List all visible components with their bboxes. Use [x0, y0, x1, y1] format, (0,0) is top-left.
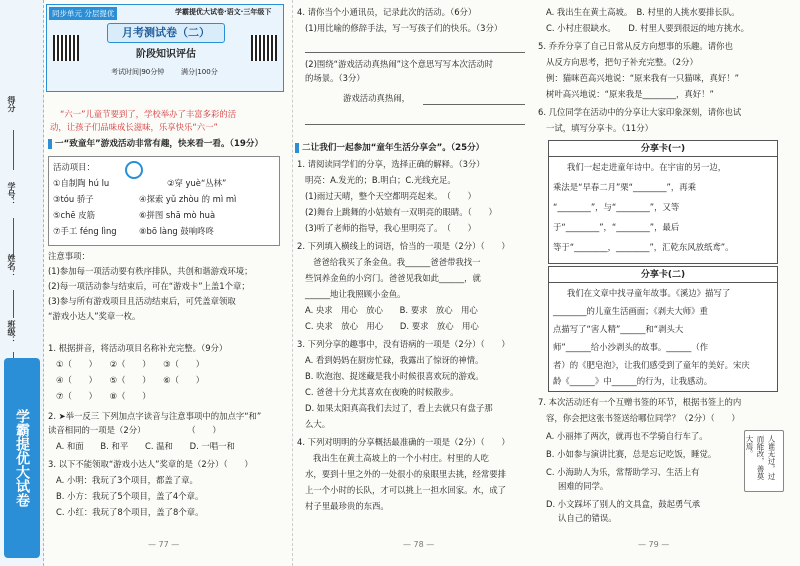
question-4: 4. 请你当个小通讯员，记录此次的活动。（6分）: [297, 7, 477, 17]
q21-item-1[interactable]: (1)雨过天晴，整个天空都明亮起来。 （ ）: [305, 191, 476, 201]
q4-answer-line-2[interactable]: [423, 104, 525, 105]
q23-option-b[interactable]: B. 吹泡泡、捉迷藏是我小时候很喜欢玩的游戏。: [305, 371, 484, 381]
question-2-1: 1. 请阅读同学们的分享，选择正确的解释。（3分）: [297, 159, 485, 169]
note-4: “游戏小达人”奖章一枚。: [48, 311, 141, 321]
question-1: 1. 根据拼音，将活动项目名称补充完整。（9分）: [48, 343, 228, 353]
section-marker: [295, 143, 299, 153]
full-score: 满分|100分: [181, 68, 218, 76]
note-3: (3)参与所有游戏项目且活动结束后，可凭盖章领取: [48, 296, 236, 306]
q22-options-cd[interactable]: C. 央求 放心 用心 D. 要求 放心 用心: [305, 321, 479, 331]
q4-answer-line-3[interactable]: [305, 124, 525, 125]
q4-part-2: (2)围绕“游戏活动真热闹”这个意思写写本次活动时: [305, 59, 494, 69]
q27-option-d-cont: 认自己的错误。: [558, 513, 617, 523]
intro-line-1: “六一”儿童节要到了，学校举办了丰富多彩的活: [60, 109, 237, 119]
question-2-7: 7. 本次活动还有一个互赠书签的环节，根据书签上的内: [538, 397, 742, 407]
q22-passage-1: 爸爸给我买了条金鱼。我______爸爸带我找一: [313, 257, 481, 267]
question-2-cont[interactable]: 读音相同的一项是（2分） （ ）: [48, 425, 221, 435]
question-2-6: 6. 几位同学在活动中的分享让大家印象深刻，请你也试: [538, 107, 742, 117]
book-title: 学霸提优大试卷·语文·三年级下: [175, 8, 272, 16]
activity-box: [48, 156, 280, 246]
question-3: 3. 以下不能领取“游戏小达人”奖章的是（2分）（ ）: [48, 459, 253, 469]
q22-options-ab[interactable]: A. 央求 用心 放心 B. 要求 放心 用心: [305, 305, 478, 315]
class-label: 班级：: [7, 320, 16, 344]
q24-options-ab[interactable]: A. 我出生在黄土高坡。 B. 村里的人挑水要排长队。: [546, 7, 740, 17]
q4-part-1: (1)用比喻的修辞手法，写一写孩子们的快乐。（3分）: [305, 23, 503, 33]
series-tag: 同步单元 分层提优: [49, 7, 117, 20]
share-card-1: [548, 140, 778, 264]
activities-label: 活动项目：: [53, 162, 95, 172]
q1-row-3[interactable]: ⑦（ ） ⑧（ ）: [56, 391, 151, 401]
card1-line-3[interactable]: “________”，与“________”，又等: [553, 202, 680, 212]
name-line: [13, 290, 14, 318]
q4-answer-line-1[interactable]: [305, 52, 525, 53]
q1-row-1[interactable]: ①（ ） ②（ ） ③（ ）: [56, 359, 205, 369]
q2-options[interactable]: A. 和面 B. 和平 C. 温和 D. 一唱一和: [56, 441, 235, 451]
q4-sentence-start: 游戏活动真热闹，: [343, 93, 410, 103]
q27-option-c-cont: 困难的同学。: [558, 481, 609, 491]
test-title: 月考测试卷（二）: [107, 23, 225, 43]
q3-option-a[interactable]: A. 小明：我玩了3个项目，都盖了章。: [56, 475, 198, 485]
question-2-7-cont[interactable]: 容，你会把这张书签送给哪位同学？（2分）（ ）: [546, 413, 740, 423]
student-no-label: 学号：: [7, 182, 16, 206]
card1-line-1: 我们一起走进童年诗中。在宇宙的另一边，: [567, 162, 727, 172]
q24-passage-4: 村子里最珍贵的东西。: [305, 501, 389, 511]
share-card-2: [548, 266, 778, 392]
question-2-3: 3. 下列分享的趣事中，没有语病的一项是（2分）（ ）: [297, 339, 510, 349]
activity-7: ⑦手工 féng lìng: [53, 226, 117, 236]
rattle-drum-icon: [125, 161, 143, 179]
activity-1: ①自制陶 hú lu: [53, 178, 110, 188]
card1-line-4[interactable]: 于“________”，“________”，最后: [553, 222, 680, 232]
page-number-78: — 78 —: [403, 540, 435, 549]
card2-line-1: 我们在文章中找寻童年故事。《溪边》描写了: [567, 288, 731, 298]
note-2: (2)每一项活动参与结束后，可在“游戏卡”上盖1个章；: [48, 281, 250, 291]
card2-line-5[interactable]: 者）的《肥皂泡》，让我们感受到了童年的美好。宋庆: [553, 360, 750, 370]
score-line: [13, 130, 14, 170]
question-2-2: 2. 下列填入横线上的词语，恰当的一项是（2分）（ ）: [297, 241, 510, 251]
q23-option-d-cont: 么大。: [305, 419, 331, 429]
q3-option-c[interactable]: C. 小红：我玩了8个项目，盖了8个章。: [56, 507, 204, 517]
qr-code-left: [53, 35, 79, 61]
card1-line-2[interactable]: 乘法是“早春二月”栗“________”，再乘: [553, 182, 696, 192]
name-label: 姓名：: [7, 254, 16, 278]
notes-label: 注意事项：: [48, 251, 90, 261]
question-2-4: 4. 下列对明明的分享概括最准确的一项是（2分）（ ）: [297, 437, 510, 447]
left-binding-strip: [0, 0, 44, 566]
share-card-1-title: 分享卡(一): [549, 141, 777, 157]
card2-line-6[interactable]: 龄《______》中______的行为，让我感动。: [553, 376, 713, 386]
q3-option-b[interactable]: B. 小方：我玩了5个项目，盖了4个章。: [56, 491, 204, 501]
test-subtitle: 阶段知识评估: [136, 49, 196, 60]
card2-line-3[interactable]: 点描写了“害人精”______和“剥头大: [553, 324, 684, 334]
bookmark-text: 人谁无过，过而能改，善莫大焉。: [745, 435, 776, 480]
page-number-77: — 77 —: [148, 540, 180, 549]
section1-number: 一: [55, 139, 64, 149]
q24-passage-2: 水，要到十里之外的一处很小的泉眼里去挑，经常要排: [305, 469, 506, 479]
question-2: 2. ➤举一反三 下列加点字读音与注意事项中的加点字“和”: [48, 411, 262, 421]
activity-6: ⑥拼图 shā mò huà: [139, 210, 216, 220]
activity-8: ⑧bō làng 鼓响咚咚: [139, 226, 214, 236]
q25-example: 例：猫咪芭高兴地说：“原来我有一只猫咪，真好！”: [546, 73, 739, 83]
q27-option-d[interactable]: D. 小文踩坏了别人的文具盒，鼓起勇气承: [546, 499, 701, 509]
q25-answer[interactable]: 树叶高兴地说：“原来我是________，真好！”: [546, 89, 714, 99]
page-79: [538, 0, 794, 566]
q24-passage-3: 上一个小时的长队，才可以挑上一担水回家。水，成了: [305, 485, 506, 495]
q24-passage-1: 我出生在黄土高坡上的一个小村庄。村里的人吃: [313, 453, 489, 463]
card1-line-5[interactable]: 等于“________，________”，汇乾东风放纸鸢”。: [553, 242, 734, 252]
share-card-2-title: 分享卡(二): [549, 267, 777, 283]
q21-item-2[interactable]: (2)舞台上跳舞的小姑娘有一双明亮的眼睛。（ ）: [305, 207, 497, 217]
q1-row-2[interactable]: ④（ ） ⑤（ ） ⑥（ ）: [56, 375, 205, 385]
note-1: (1)参加每一项活动要有秩序排队，共创和谐游戏环境；: [48, 266, 253, 276]
page-number-79: — 79 —: [638, 540, 670, 549]
card2-line-4[interactable]: 师”______给小沙剥头的故事。______（作: [553, 342, 709, 352]
section1-title: “致童年”游戏活动非常有趣，快来看一看。（19分）: [63, 139, 264, 149]
qr-code-right: [251, 35, 277, 61]
q27-option-a[interactable]: A. 小丽摔了两次，就再也不学骑自行车了。: [546, 431, 708, 441]
activity-4: ④探索 yǔ zhòu 的 mì mì: [139, 194, 237, 204]
q27-option-c[interactable]: C. 小海助人为乐，常帮助学习、生活上有: [546, 467, 700, 477]
page-78: [292, 0, 532, 566]
q23-option-a[interactable]: A. 看到妈妈在厨房忙碌，我露出了惊讶的神情。: [305, 355, 484, 365]
section2-number: 二: [302, 143, 311, 153]
score-label: 得分: [7, 96, 16, 112]
q21-item-3[interactable]: (3)听了老师的指导，我心里明亮了。 （ ）: [305, 223, 476, 233]
question-2-6-cont: 一试，填写分享卡。（11分）: [546, 123, 653, 133]
q27-option-b[interactable]: B. 小如参与演讲比赛，总是忘记吃饭，睡觉。: [546, 449, 717, 459]
activity-5: ⑤chē 皮筋: [53, 210, 95, 220]
q23-option-d[interactable]: D. 如果太阳真高我们去过了，看上去就只有盘子那: [305, 403, 493, 413]
question-2-5-cont: 从反方向思考，把句子补充完整。（2分）: [546, 57, 698, 67]
exam-time: 考试时间|90分钟: [111, 68, 165, 76]
q22-passage-2: 些饲养金鱼的小窍门。爸爸见我如此______，就: [305, 273, 481, 283]
question-2-5: 5. 乔乔分享了自己日常从反方向想事的乐趣。请你也: [538, 41, 733, 51]
q4-part-2-cont: 的场景。（3分）: [305, 73, 365, 83]
test-header: [46, 4, 284, 92]
section-marker: [48, 139, 52, 149]
section2-title: 让我们一起参加“童年生活分享会”。（25分）: [310, 143, 485, 153]
card2-line-2[interactable]: ________的儿童生活画面；《剥夫大师》重: [553, 306, 708, 316]
student-no-line: [13, 218, 14, 258]
q22-passage-3: ______地让我照顾小金鱼。: [305, 289, 406, 299]
q24-options-cd[interactable]: C. 小村庄很缺水。 D. 村里人要到很远的地方挑水。: [546, 23, 749, 33]
q21-options: 明亮：A.发光的；B.明白；C.光线充足。: [305, 175, 456, 185]
intro-line-2: 动，让孩子们品味成长滋味，乐享快乐“六一”: [50, 122, 218, 132]
bookmark: [744, 430, 784, 492]
brand-banner: 学霸提优大试卷: [4, 358, 40, 558]
page-77: [46, 0, 284, 566]
activity-3: ③tóu 骄子: [53, 194, 94, 204]
activity-2: ②穿 yuè“丛林”: [167, 178, 227, 188]
q23-option-c[interactable]: C. 爸爸十分尤其喜欢在夜晚的时候散步。: [305, 387, 459, 397]
